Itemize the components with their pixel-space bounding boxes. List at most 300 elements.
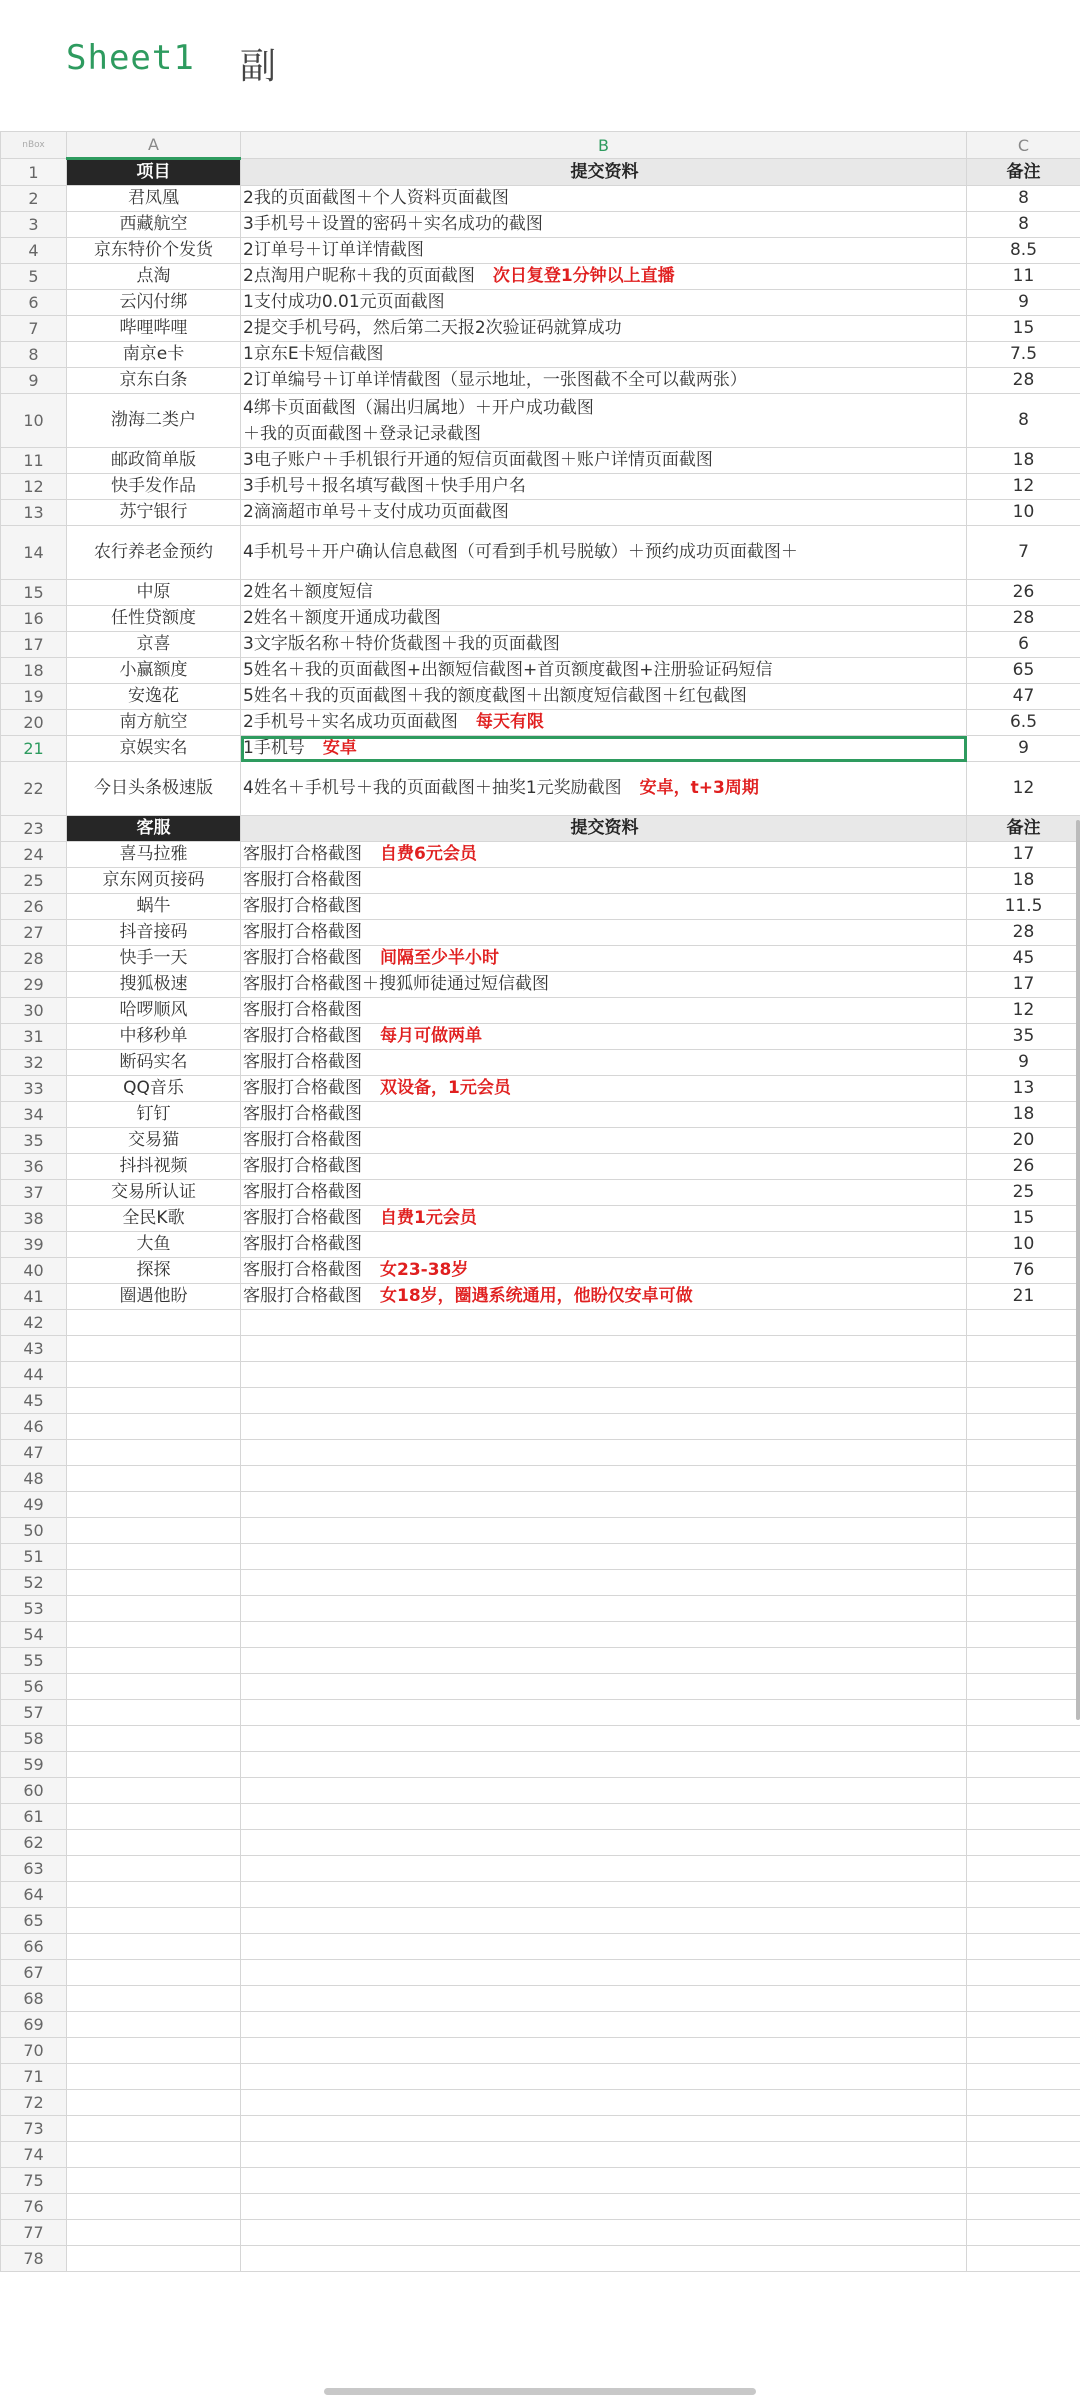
- cell-materials[interactable]: [241, 316, 967, 342]
- cell-materials[interactable]: [241, 736, 967, 762]
- empty-cell[interactable]: [67, 1830, 241, 1856]
- row-number[interactable]: 29: [1, 972, 67, 998]
- row-number[interactable]: 26: [1, 894, 67, 920]
- cell-item[interactable]: 圈遇他盼: [67, 1284, 241, 1310]
- cell-item[interactable]: 钉钉: [67, 1102, 241, 1128]
- empty-cell[interactable]: [67, 1570, 241, 1596]
- cell-remark[interactable]: 13: [967, 1076, 1080, 1102]
- row-number[interactable]: 66: [1, 1934, 67, 1960]
- row-number[interactable]: 58: [1, 1726, 67, 1752]
- empty-cell[interactable]: [67, 1336, 241, 1362]
- cell-materials[interactable]: [241, 448, 967, 474]
- empty-cell[interactable]: [67, 1986, 241, 2012]
- cell-materials[interactable]: [241, 1102, 967, 1128]
- row-number[interactable]: 46: [1, 1414, 67, 1440]
- row-number[interactable]: 9: [1, 368, 67, 394]
- cell-materials[interactable]: [241, 1284, 967, 1310]
- row-number[interactable]: 75: [1, 2168, 67, 2194]
- empty-cell[interactable]: [67, 1388, 241, 1414]
- empty-cell[interactable]: [967, 1414, 1080, 1440]
- row-number[interactable]: 68: [1, 1986, 67, 2012]
- row-number[interactable]: 5: [1, 264, 67, 290]
- cell-materials[interactable]: [241, 1206, 967, 1232]
- cell-remark[interactable]: 21: [967, 1284, 1080, 1310]
- cell-item[interactable]: 今日头条极速版: [67, 762, 241, 816]
- empty-cell[interactable]: [967, 1882, 1080, 1908]
- cell-materials[interactable]: [241, 1128, 967, 1154]
- row-number[interactable]: 6: [1, 290, 67, 316]
- row-number[interactable]: 15: [1, 580, 67, 606]
- row-number[interactable]: 67: [1, 1960, 67, 1986]
- empty-cell[interactable]: [67, 2012, 241, 2038]
- cell-materials[interactable]: [241, 972, 967, 998]
- row-number[interactable]: 34: [1, 1102, 67, 1128]
- column-header-c[interactable]: C: [967, 132, 1080, 159]
- empty-cell[interactable]: [67, 2246, 241, 2272]
- select-all-corner[interactable]: nBox: [1, 132, 67, 159]
- row-number[interactable]: 33: [1, 1076, 67, 1102]
- cell-materials[interactable]: [241, 1232, 967, 1258]
- row-number[interactable]: 49: [1, 1492, 67, 1518]
- cell-materials[interactable]: [241, 868, 967, 894]
- empty-cell[interactable]: [67, 2220, 241, 2246]
- cell-remark[interactable]: 18: [967, 868, 1080, 894]
- cell-materials[interactable]: [241, 1180, 967, 1206]
- cell-materials[interactable]: [241, 580, 967, 606]
- cell-remark[interactable]: 8: [967, 186, 1080, 212]
- cell-remark[interactable]: 备注: [967, 816, 1080, 842]
- row-number[interactable]: 22: [1, 762, 67, 816]
- cell-item[interactable]: 点淘: [67, 264, 241, 290]
- row-number[interactable]: 14: [1, 526, 67, 580]
- empty-cell[interactable]: [967, 1518, 1080, 1544]
- cell-item[interactable]: 京娱实名: [67, 736, 241, 762]
- cell-materials[interactable]: [241, 526, 967, 580]
- cell-item[interactable]: 中原: [67, 580, 241, 606]
- empty-cell[interactable]: [67, 1518, 241, 1544]
- empty-cell[interactable]: [67, 1778, 241, 1804]
- cell-remark[interactable]: 10: [967, 500, 1080, 526]
- row-number[interactable]: 20: [1, 710, 67, 736]
- row-number[interactable]: 70: [1, 2038, 67, 2064]
- column-header-b[interactable]: B: [241, 132, 967, 159]
- empty-cell[interactable]: [967, 1804, 1080, 1830]
- empty-cell[interactable]: [67, 1726, 241, 1752]
- empty-cell[interactable]: [67, 1674, 241, 1700]
- empty-cell[interactable]: [967, 1336, 1080, 1362]
- row-number[interactable]: 77: [1, 2220, 67, 2246]
- row-number[interactable]: 25: [1, 868, 67, 894]
- cell-materials[interactable]: [241, 842, 967, 868]
- row-number[interactable]: 74: [1, 2142, 67, 2168]
- cell-item[interactable]: 快手一天: [67, 946, 241, 972]
- cell-remark[interactable]: 12: [967, 474, 1080, 500]
- row-number[interactable]: 21: [1, 736, 67, 762]
- cell-remark[interactable]: 6: [967, 632, 1080, 658]
- empty-cell[interactable]: [967, 1466, 1080, 1492]
- empty-cell[interactable]: [967, 1856, 1080, 1882]
- cell-materials[interactable]: [241, 238, 967, 264]
- empty-cell[interactable]: [967, 1544, 1080, 1570]
- empty-cell[interactable]: [967, 2246, 1080, 2272]
- cell-item[interactable]: 哔哩哔哩: [67, 316, 241, 342]
- cell-materials[interactable]: [241, 474, 967, 500]
- cell-remark[interactable]: 76: [967, 1258, 1080, 1284]
- empty-cell[interactable]: [67, 1934, 241, 1960]
- row-number[interactable]: 16: [1, 606, 67, 632]
- cell-remark[interactable]: 11.5: [967, 894, 1080, 920]
- cell-item[interactable]: 全民K歌: [67, 1206, 241, 1232]
- empty-cell[interactable]: [241, 1752, 967, 1778]
- empty-cell[interactable]: [241, 2246, 967, 2272]
- cell-remark[interactable]: 47: [967, 684, 1080, 710]
- row-number[interactable]: 13: [1, 500, 67, 526]
- empty-cell[interactable]: [241, 2038, 967, 2064]
- row-number[interactable]: 54: [1, 1622, 67, 1648]
- empty-cell[interactable]: [67, 1804, 241, 1830]
- cell-materials[interactable]: [241, 920, 967, 946]
- empty-cell[interactable]: [241, 2090, 967, 2116]
- cell-materials[interactable]: [241, 264, 967, 290]
- cell-item[interactable]: 渤海二类户: [67, 394, 241, 448]
- row-number[interactable]: 27: [1, 920, 67, 946]
- row-number[interactable]: 45: [1, 1388, 67, 1414]
- row-number[interactable]: 50: [1, 1518, 67, 1544]
- row-number[interactable]: 63: [1, 1856, 67, 1882]
- row-number[interactable]: 39: [1, 1232, 67, 1258]
- row-number[interactable]: 57: [1, 1700, 67, 1726]
- empty-cell[interactable]: [967, 2012, 1080, 2038]
- cell-materials[interactable]: [241, 684, 967, 710]
- row-number[interactable]: 65: [1, 1908, 67, 1934]
- empty-cell[interactable]: [241, 1466, 967, 1492]
- cell-item[interactable]: 抖抖视频: [67, 1154, 241, 1180]
- cell-materials[interactable]: [241, 1076, 967, 1102]
- cell-materials[interactable]: [241, 710, 967, 736]
- cell-item[interactable]: QQ音乐: [67, 1076, 241, 1102]
- cell-remark[interactable]: 25: [967, 1180, 1080, 1206]
- empty-cell[interactable]: [67, 1882, 241, 1908]
- row-number[interactable]: 24: [1, 842, 67, 868]
- cell-item[interactable]: 安逸花: [67, 684, 241, 710]
- cell-materials[interactable]: [241, 762, 967, 816]
- empty-cell[interactable]: [967, 2090, 1080, 2116]
- empty-cell[interactable]: [967, 1908, 1080, 1934]
- empty-cell[interactable]: [241, 1882, 967, 1908]
- row-number[interactable]: 2: [1, 186, 67, 212]
- row-number[interactable]: 35: [1, 1128, 67, 1154]
- row-number[interactable]: 71: [1, 2064, 67, 2090]
- cell-remark[interactable]: 15: [967, 1206, 1080, 1232]
- row-number[interactable]: 59: [1, 1752, 67, 1778]
- empty-cell[interactable]: [241, 1960, 967, 1986]
- cell-remark[interactable]: 28: [967, 920, 1080, 946]
- row-number[interactable]: 1: [1, 159, 67, 186]
- empty-cell[interactable]: [241, 1310, 967, 1336]
- row-number[interactable]: 72: [1, 2090, 67, 2116]
- empty-cell[interactable]: [241, 1830, 967, 1856]
- cell-item[interactable]: 京喜: [67, 632, 241, 658]
- cell-materials[interactable]: [241, 998, 967, 1024]
- cell-item[interactable]: 快手发作品: [67, 474, 241, 500]
- row-number[interactable]: 18: [1, 658, 67, 684]
- cell-item[interactable]: 京东网页接码: [67, 868, 241, 894]
- empty-cell[interactable]: [67, 1362, 241, 1388]
- cell-remark[interactable]: 10: [967, 1232, 1080, 1258]
- empty-cell[interactable]: [241, 1804, 967, 1830]
- empty-cell[interactable]: [67, 1648, 241, 1674]
- row-number[interactable]: 4: [1, 238, 67, 264]
- cell-remark[interactable]: 45: [967, 946, 1080, 972]
- cell-materials[interactable]: [241, 606, 967, 632]
- empty-cell[interactable]: [241, 1544, 967, 1570]
- cell-item[interactable]: 断码实名: [67, 1050, 241, 1076]
- cell-item[interactable]: 蜗牛: [67, 894, 241, 920]
- cell-item[interactable]: 农行养老金预约: [67, 526, 241, 580]
- empty-cell[interactable]: [241, 2220, 967, 2246]
- cell-remark[interactable]: 35: [967, 1024, 1080, 1050]
- cell-item[interactable]: 邮政简单版: [67, 448, 241, 474]
- row-number[interactable]: 41: [1, 1284, 67, 1310]
- cell-remark[interactable]: 28: [967, 368, 1080, 394]
- row-number[interactable]: 8: [1, 342, 67, 368]
- empty-cell[interactable]: [967, 1778, 1080, 1804]
- empty-cell[interactable]: [967, 1674, 1080, 1700]
- cell-item[interactable]: 君凤凰: [67, 186, 241, 212]
- empty-cell[interactable]: [241, 1440, 967, 1466]
- empty-cell[interactable]: [241, 1856, 967, 1882]
- row-number[interactable]: 30: [1, 998, 67, 1024]
- empty-cell[interactable]: [967, 1570, 1080, 1596]
- cell-item[interactable]: 苏宁银行: [67, 500, 241, 526]
- empty-cell[interactable]: [241, 1362, 967, 1388]
- empty-cell[interactable]: [67, 2038, 241, 2064]
- row-number[interactable]: 11: [1, 448, 67, 474]
- empty-cell[interactable]: [241, 2142, 967, 2168]
- cell-materials[interactable]: [241, 368, 967, 394]
- row-number[interactable]: 53: [1, 1596, 67, 1622]
- cell-materials[interactable]: [241, 1050, 967, 1076]
- cell-materials[interactable]: [241, 500, 967, 526]
- row-number[interactable]: 32: [1, 1050, 67, 1076]
- cell-remark[interactable]: 18: [967, 1102, 1080, 1128]
- cell-materials[interactable]: [241, 816, 967, 842]
- cell-item[interactable]: 南京e卡: [67, 342, 241, 368]
- row-number[interactable]: 55: [1, 1648, 67, 1674]
- row-number[interactable]: 61: [1, 1804, 67, 1830]
- cell-remark[interactable]: 26: [967, 580, 1080, 606]
- tab-second-sheet[interactable]: 副: [240, 46, 277, 87]
- cell-materials[interactable]: [241, 290, 967, 316]
- cell-item[interactable]: 中移秒单: [67, 1024, 241, 1050]
- cell-remark[interactable]: 20: [967, 1128, 1080, 1154]
- empty-cell[interactable]: [241, 1934, 967, 1960]
- empty-cell[interactable]: [241, 1908, 967, 1934]
- spreadsheet-grid[interactable]: [0, 131, 1080, 2272]
- cell-materials[interactable]: [241, 946, 967, 972]
- cell-materials[interactable]: [241, 1154, 967, 1180]
- cell-item[interactable]: 搜狐极速: [67, 972, 241, 998]
- empty-cell[interactable]: [67, 1310, 241, 1336]
- empty-cell[interactable]: [241, 1726, 967, 1752]
- empty-cell[interactable]: [67, 1856, 241, 1882]
- cell-materials[interactable]: [241, 1024, 967, 1050]
- cell-remark[interactable]: 18: [967, 448, 1080, 474]
- empty-cell[interactable]: [967, 1986, 1080, 2012]
- cell-item[interactable]: 喜马拉雅: [67, 842, 241, 868]
- cell-item[interactable]: 小赢额度: [67, 658, 241, 684]
- row-number[interactable]: 62: [1, 1830, 67, 1856]
- cell-materials[interactable]: [241, 342, 967, 368]
- empty-cell[interactable]: [67, 1908, 241, 1934]
- row-number[interactable]: 47: [1, 1440, 67, 1466]
- tab-sheet1[interactable]: Sheet1: [66, 38, 195, 78]
- row-number[interactable]: 17: [1, 632, 67, 658]
- cell-remark[interactable]: 9: [967, 1050, 1080, 1076]
- cell-item[interactable]: 大鱼: [67, 1232, 241, 1258]
- cell-remark[interactable]: 17: [967, 842, 1080, 868]
- row-number[interactable]: 12: [1, 474, 67, 500]
- cell-remark[interactable]: 7.5: [967, 342, 1080, 368]
- empty-cell[interactable]: [67, 2116, 241, 2142]
- empty-cell[interactable]: [67, 1544, 241, 1570]
- row-number[interactable]: 56: [1, 1674, 67, 1700]
- empty-cell[interactable]: [67, 2142, 241, 2168]
- row-number[interactable]: 78: [1, 2246, 67, 2272]
- row-number[interactable]: 28: [1, 946, 67, 972]
- cell-materials[interactable]: [241, 1258, 967, 1284]
- empty-cell[interactable]: [67, 1622, 241, 1648]
- cell-remark[interactable]: 8: [967, 394, 1080, 448]
- empty-cell[interactable]: [241, 2194, 967, 2220]
- vertical-scrollbar[interactable]: [1076, 820, 1080, 1720]
- cell-materials[interactable]: [241, 186, 967, 212]
- empty-cell[interactable]: [67, 2194, 241, 2220]
- empty-cell[interactable]: [967, 1440, 1080, 1466]
- cell-materials[interactable]: [241, 658, 967, 684]
- cell-item[interactable]: 京东白条: [67, 368, 241, 394]
- empty-cell[interactable]: [967, 1362, 1080, 1388]
- cell-item[interactable]: 项目: [67, 159, 241, 186]
- cell-remark[interactable]: 9: [967, 736, 1080, 762]
- row-number[interactable]: 38: [1, 1206, 67, 1232]
- cell-remark[interactable]: 15: [967, 316, 1080, 342]
- empty-cell[interactable]: [967, 1310, 1080, 1336]
- empty-cell[interactable]: [241, 1986, 967, 2012]
- cell-materials[interactable]: [241, 632, 967, 658]
- cell-item[interactable]: 交易所认证: [67, 1180, 241, 1206]
- cell-remark[interactable]: 12: [967, 762, 1080, 816]
- empty-cell[interactable]: [241, 1492, 967, 1518]
- empty-cell[interactable]: [241, 1648, 967, 1674]
- empty-cell[interactable]: [241, 2168, 967, 2194]
- row-number[interactable]: 37: [1, 1180, 67, 1206]
- row-number[interactable]: 19: [1, 684, 67, 710]
- row-number[interactable]: 73: [1, 2116, 67, 2142]
- empty-cell[interactable]: [241, 1700, 967, 1726]
- cell-remark[interactable]: 备注: [967, 159, 1080, 186]
- empty-cell[interactable]: [241, 1570, 967, 1596]
- row-number[interactable]: 10: [1, 394, 67, 448]
- row-number[interactable]: 76: [1, 2194, 67, 2220]
- empty-cell[interactable]: [967, 1492, 1080, 1518]
- cell-materials[interactable]: [241, 394, 967, 448]
- row-number[interactable]: 51: [1, 1544, 67, 1570]
- empty-cell[interactable]: [967, 2116, 1080, 2142]
- cell-item[interactable]: 客服: [67, 816, 241, 842]
- empty-cell[interactable]: [967, 2220, 1080, 2246]
- row-number[interactable]: 3: [1, 212, 67, 238]
- empty-cell[interactable]: [241, 1336, 967, 1362]
- row-number[interactable]: 48: [1, 1466, 67, 1492]
- cell-item[interactable]: 云闪付绑: [67, 290, 241, 316]
- row-number[interactable]: 42: [1, 1310, 67, 1336]
- row-number[interactable]: 64: [1, 1882, 67, 1908]
- empty-cell[interactable]: [241, 1414, 967, 1440]
- cell-remark[interactable]: 26: [967, 1154, 1080, 1180]
- empty-cell[interactable]: [967, 2142, 1080, 2168]
- empty-cell[interactable]: [967, 1960, 1080, 1986]
- cell-remark[interactable]: 7: [967, 526, 1080, 580]
- cell-remark[interactable]: 8.5: [967, 238, 1080, 264]
- row-number[interactable]: 52: [1, 1570, 67, 1596]
- row-number[interactable]: 60: [1, 1778, 67, 1804]
- empty-cell[interactable]: [967, 1726, 1080, 1752]
- empty-cell[interactable]: [241, 1388, 967, 1414]
- row-number[interactable]: 31: [1, 1024, 67, 1050]
- empty-cell[interactable]: [67, 1596, 241, 1622]
- row-number[interactable]: 36: [1, 1154, 67, 1180]
- cell-materials[interactable]: [241, 159, 967, 186]
- cell-remark[interactable]: 9: [967, 290, 1080, 316]
- row-number[interactable]: 7: [1, 316, 67, 342]
- cell-item[interactable]: 京东特价个发货: [67, 238, 241, 264]
- cell-item[interactable]: 交易猫: [67, 1128, 241, 1154]
- empty-cell[interactable]: [67, 1466, 241, 1492]
- cell-remark[interactable]: 11: [967, 264, 1080, 290]
- empty-cell[interactable]: [967, 1622, 1080, 1648]
- cell-remark[interactable]: 28: [967, 606, 1080, 632]
- empty-cell[interactable]: [241, 1596, 967, 1622]
- cell-materials[interactable]: [241, 894, 967, 920]
- empty-cell[interactable]: [967, 2038, 1080, 2064]
- empty-cell[interactable]: [967, 1596, 1080, 1622]
- cell-materials[interactable]: [241, 212, 967, 238]
- cell-item[interactable]: 探探: [67, 1258, 241, 1284]
- cell-remark[interactable]: 17: [967, 972, 1080, 998]
- cell-item[interactable]: 哈啰顺风: [67, 998, 241, 1024]
- row-number[interactable]: 43: [1, 1336, 67, 1362]
- empty-cell[interactable]: [67, 1440, 241, 1466]
- empty-cell[interactable]: [241, 1674, 967, 1700]
- cell-remark[interactable]: 12: [967, 998, 1080, 1024]
- empty-cell[interactable]: [241, 2116, 967, 2142]
- empty-cell[interactable]: [67, 1492, 241, 1518]
- cell-item[interactable]: 任性贷额度: [67, 606, 241, 632]
- empty-cell[interactable]: [241, 2012, 967, 2038]
- empty-cell[interactable]: [67, 1414, 241, 1440]
- empty-cell[interactable]: [67, 2168, 241, 2194]
- empty-cell[interactable]: [967, 1830, 1080, 1856]
- cell-item[interactable]: 抖音接码: [67, 920, 241, 946]
- empty-cell[interactable]: [67, 1960, 241, 1986]
- cell-remark[interactable]: 6.5: [967, 710, 1080, 736]
- cell-remark[interactable]: 8: [967, 212, 1080, 238]
- empty-cell[interactable]: [241, 1518, 967, 1544]
- empty-cell[interactable]: [67, 2064, 241, 2090]
- empty-cell[interactable]: [967, 2064, 1080, 2090]
- empty-cell[interactable]: [967, 1700, 1080, 1726]
